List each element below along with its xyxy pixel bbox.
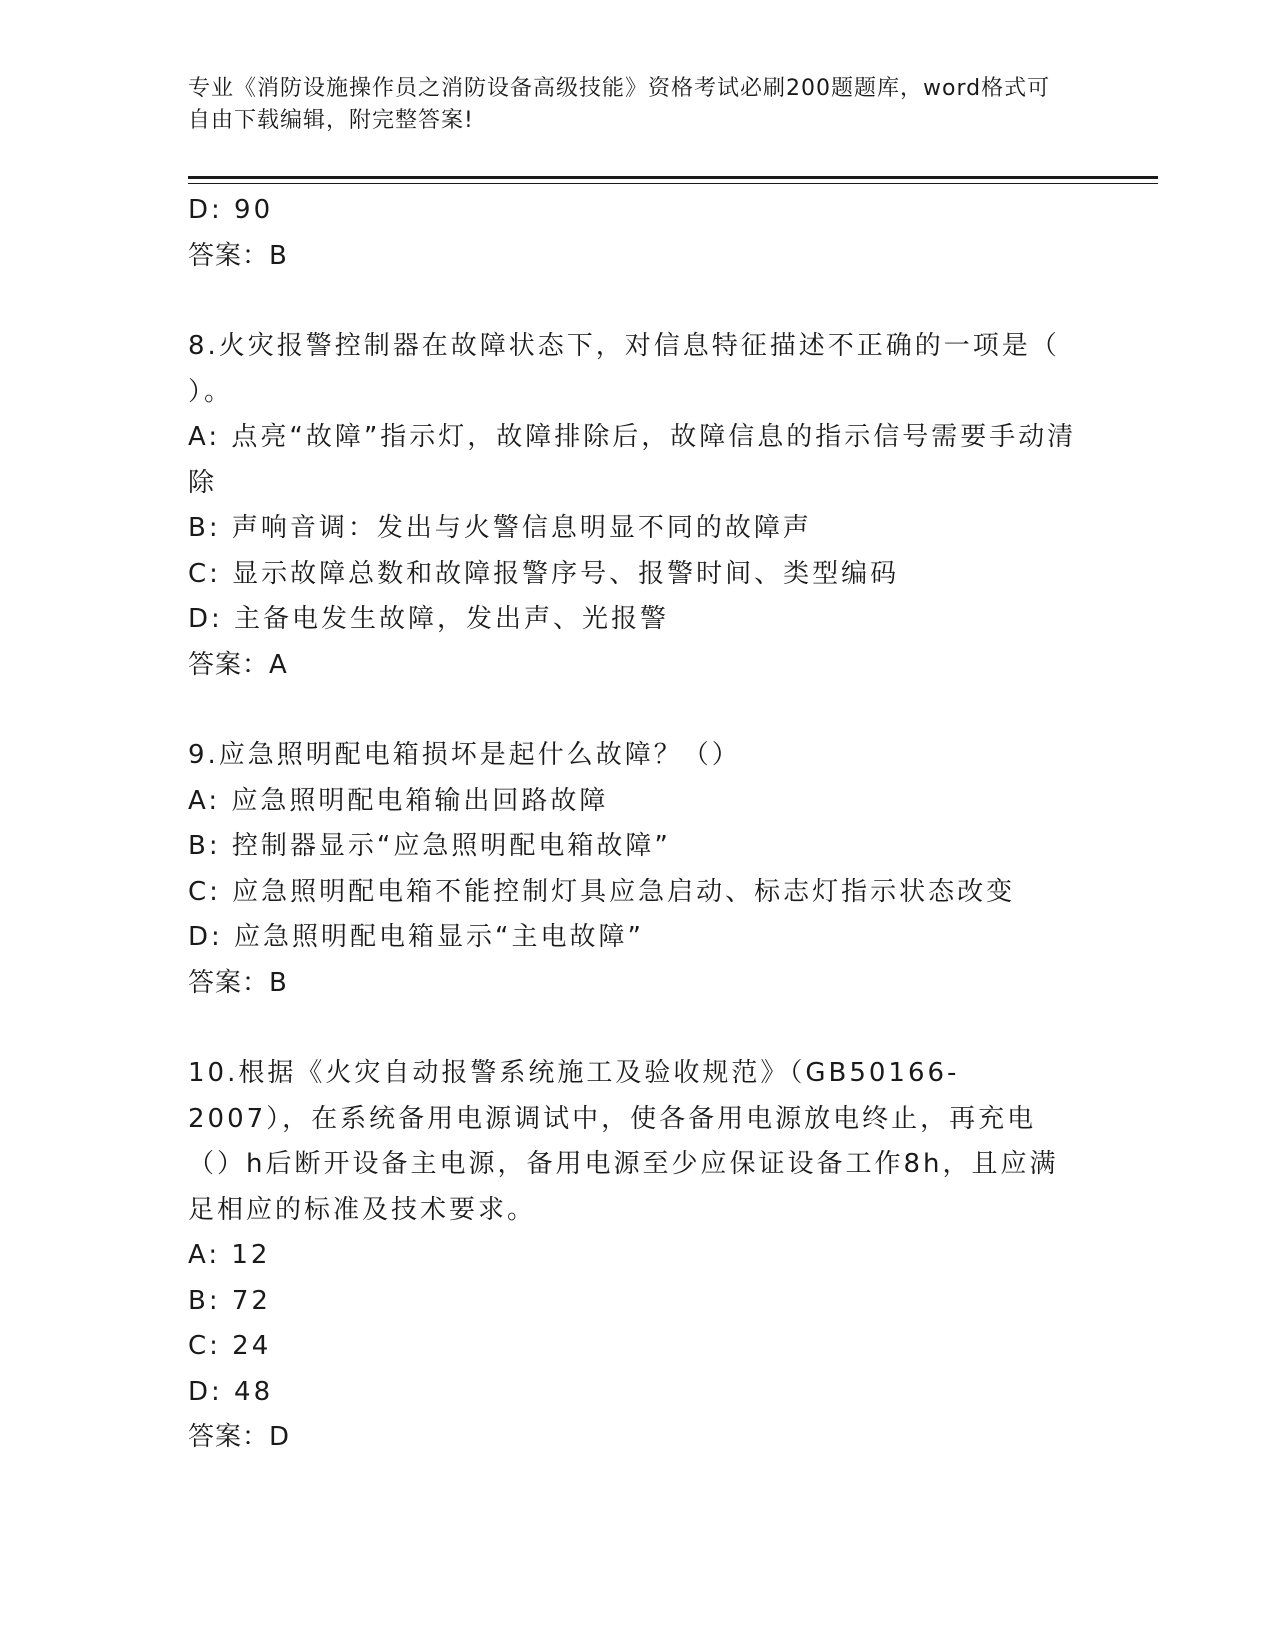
question-answer: 答案：D [188,1422,291,1452]
question-option: B: 声响音调：发出与火警信息明显不同的故障声 [188,513,812,543]
question-option: A: 点亮“故障”指示灯，故障排除后，故障信息的指示信号需要手动清除 [188,422,1077,498]
header-rule-thin [188,183,1158,184]
header-rule-thick [188,176,1158,179]
spacer [188,688,1078,733]
question-option: D: 主备电发生故障，发出声、光报警 [188,604,670,634]
prev-question-option-d: D: 90 [188,195,274,225]
question-option: A: 应急照明配电箱输出回路故障 [188,785,609,816]
page-header: 专业《消防设施操作员之消防设备高级技能》资格考试必刷200题题库，word格式可自由下载编辑，附完整答案! [188,76,1051,133]
question-8 [188,324,1078,688]
question-9 [188,733,1078,1006]
question-option: D: 应急照明配电箱显示“主电故障” [188,922,644,952]
question-option: D: 48 [188,1376,274,1407]
question-stem: 8.火灾报警控制器在故障状态下，对信息特征描述不正确的一项是（ ）。 [188,331,1072,407]
question-option: A: 12 [188,1240,271,1270]
question-option: C: 显示故障总数和故障报警序号、报警时间、类型编码 [188,558,900,589]
document-body [188,188,1078,1461]
question-option: C: 应急照明配电箱不能控制灯具应急启动、标志灯指示状态改变 [188,876,1016,907]
document-page [188,0,1158,1650]
question-option: B: 控制器显示“应急照明配电箱故障” [188,831,671,861]
question-stem: 9.应急照明配电箱损坏是起什么故障？（） [188,740,741,770]
spacer [188,279,1078,324]
question-option: C: 24 [188,1331,272,1361]
question-answer: 答案：A [188,649,288,680]
question-option: B: 72 [188,1285,271,1316]
question-stem: 10.根据《火灾自动报警系统施工及验收规范》（GB50166-2007），在系统备用电源调试中，使各备用电源放电终止，再充电（）h后断开设备主电源，备用电源至少应保证设备工作8h，且应满足相应的标准及技术要求。 [188,1058,1059,1225]
spacer [188,1006,1078,1051]
question-answer: 答案：B [188,967,288,998]
prev-question-answer: 答案：B [188,240,288,271]
question-10 [188,1051,1078,1461]
